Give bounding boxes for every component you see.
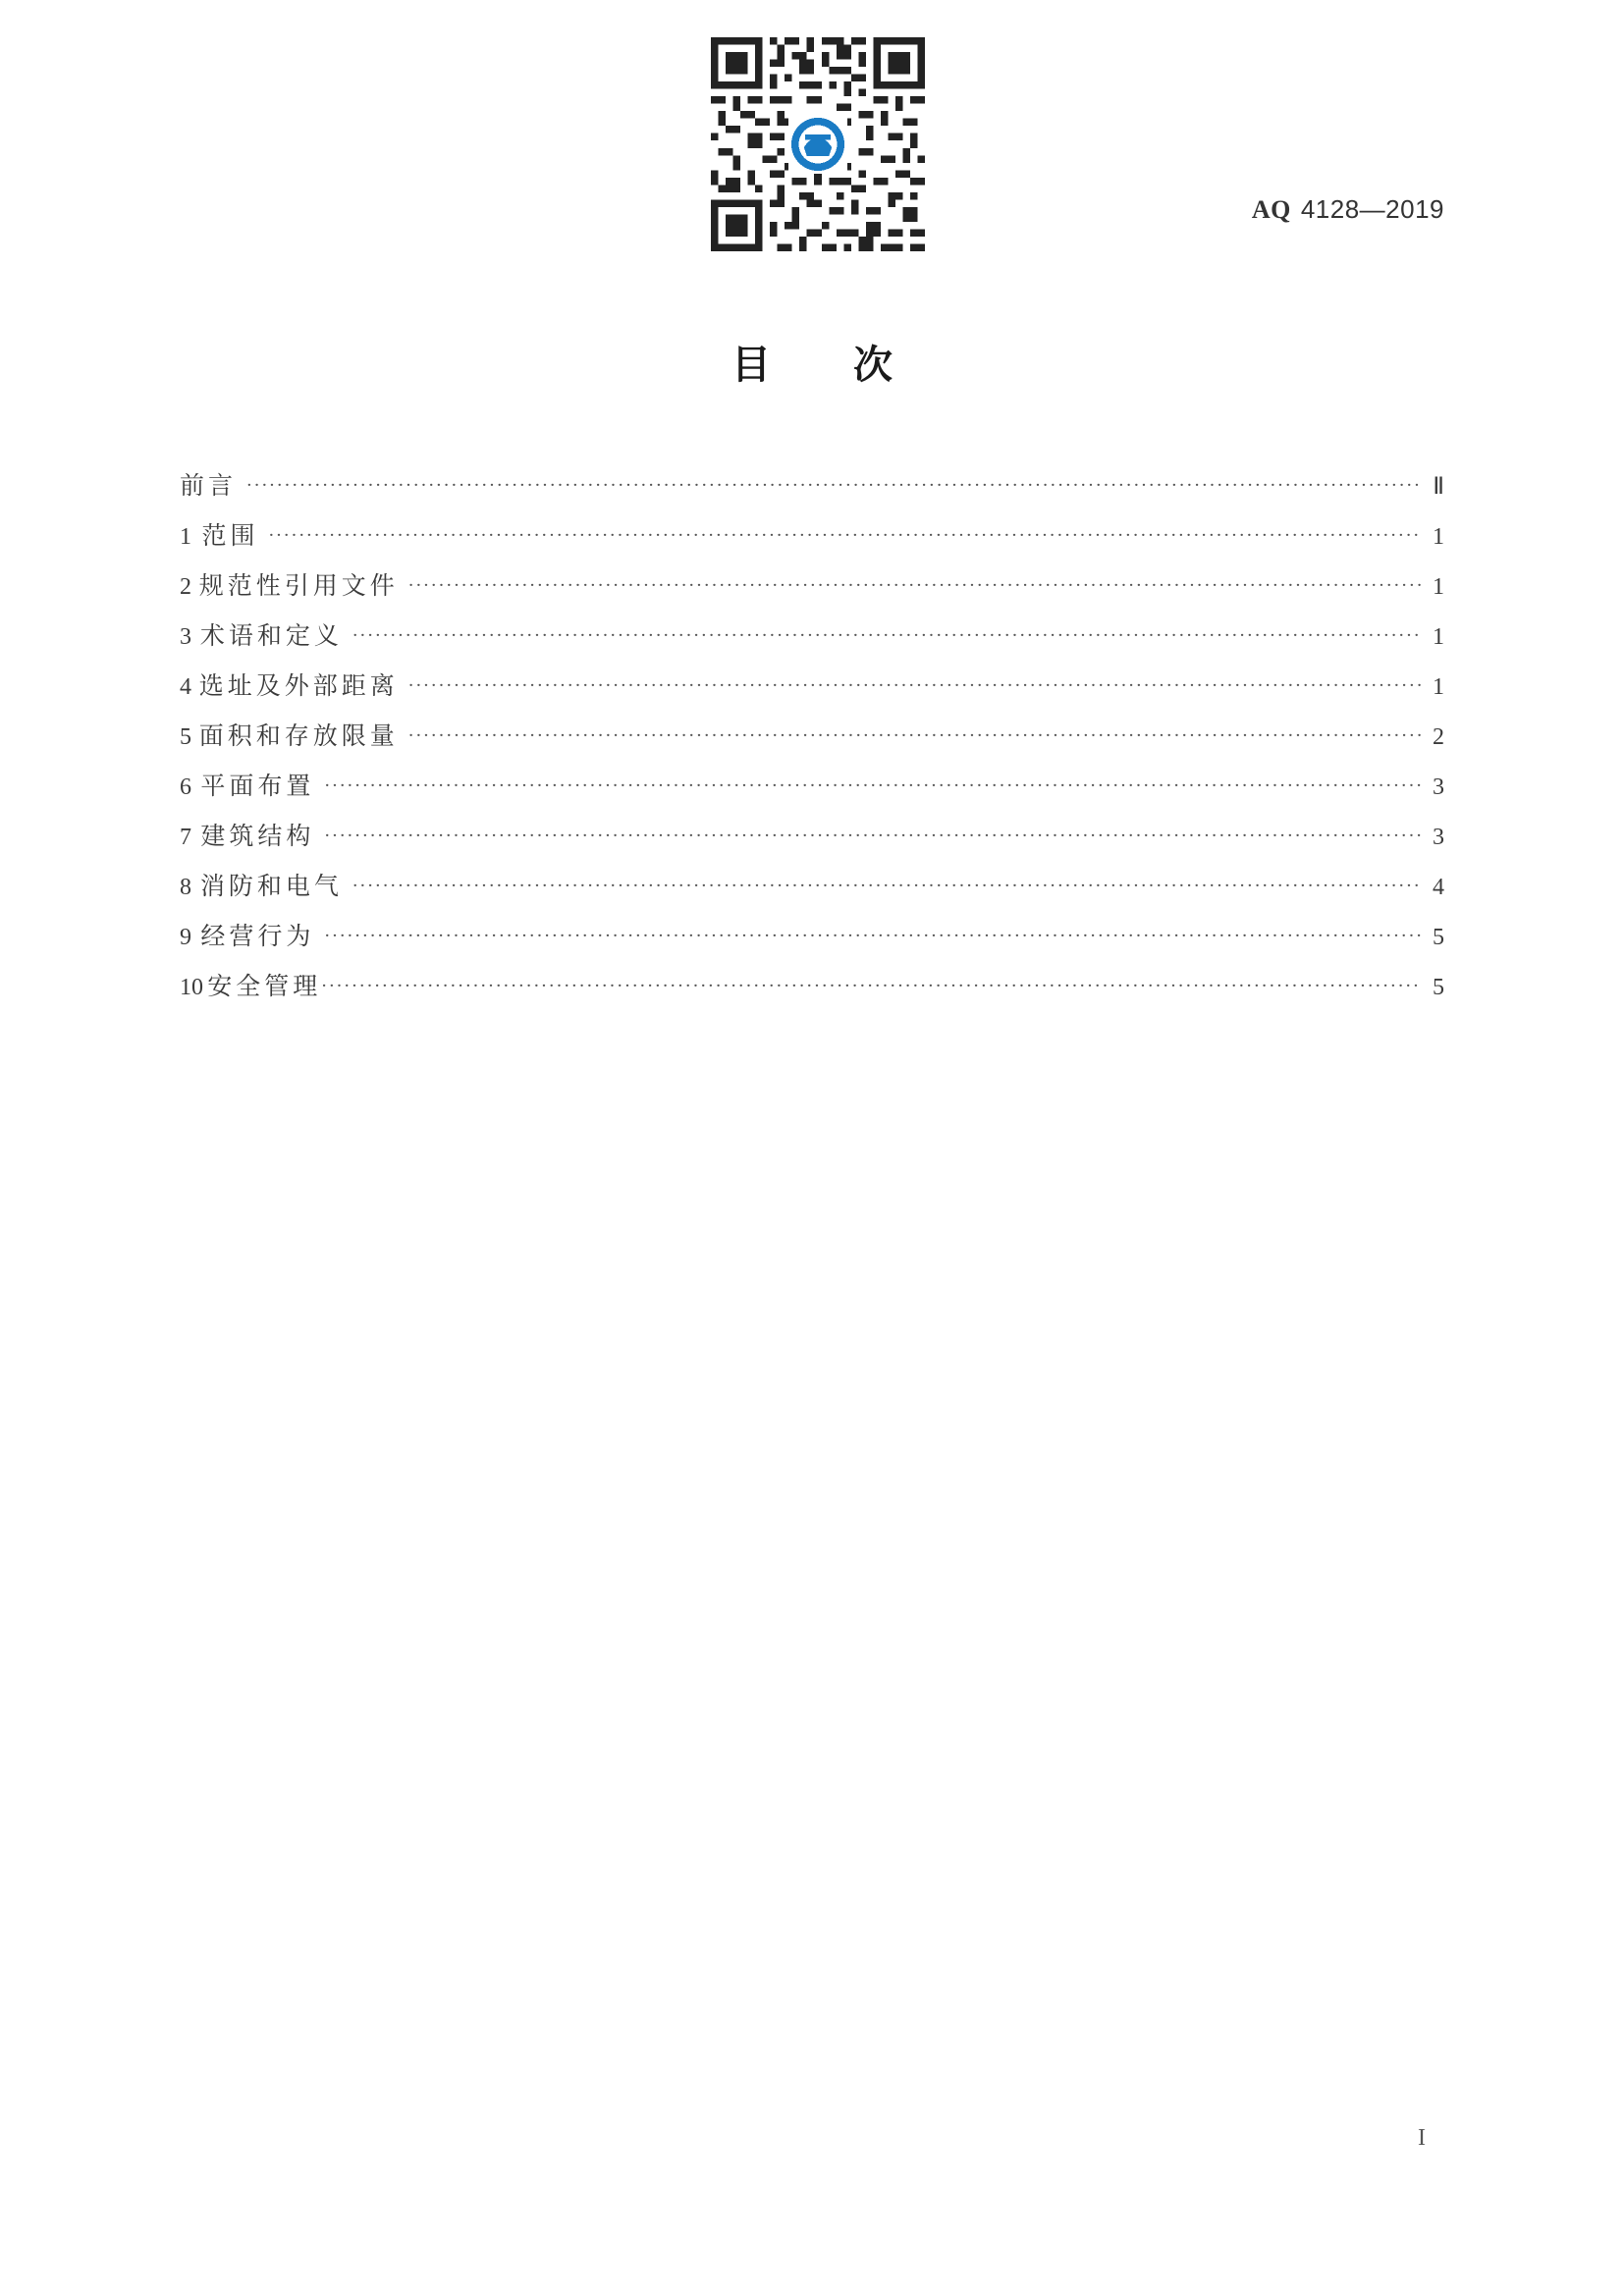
toc-entry-foreword[interactable] — [180, 466, 1444, 516]
toc-entry-label: 前言 — [180, 471, 238, 500]
toc-entry-number: 7 — [180, 825, 191, 850]
dot-leader — [324, 826, 1421, 846]
toc-entry-page: 1 — [1433, 674, 1444, 700]
dot-leader — [408, 575, 1421, 596]
toc-entry-label: 选址及外部距离 — [198, 671, 399, 700]
toc-entry-label: 建筑结构 — [200, 822, 315, 850]
toc-entry-label: 消防和电气 — [199, 872, 343, 900]
toc-entry-page: 1 — [1433, 524, 1444, 550]
toc-entry-page: 1 — [1433, 624, 1444, 650]
toc-entry-9[interactable] — [180, 917, 1444, 967]
toc-entry-number: 2 — [180, 574, 191, 600]
toc-entry-number: 10 — [180, 975, 203, 1000]
toc-entry-number: 3 — [180, 624, 191, 650]
toc-entry-label: 面积和存放限量 — [198, 721, 399, 750]
dot-leader — [268, 525, 1421, 546]
toc-entry-label: 平面布置 — [200, 772, 315, 800]
table-of-contents — [180, 466, 1444, 1017]
toc-entry-label: 经营行为 — [200, 922, 315, 950]
toc-entry-number: 8 — [180, 875, 191, 900]
dot-leader — [321, 976, 1421, 996]
standard-number: 4128—2019 — [1300, 194, 1444, 224]
toc-entry-number: 5 — [180, 724, 191, 750]
toc-entry-number: 6 — [180, 774, 191, 800]
dot-leader — [408, 725, 1421, 746]
toc-entry-page: 3 — [1433, 825, 1444, 850]
dot-leader — [324, 926, 1421, 946]
toc-entry-3[interactable] — [180, 616, 1444, 667]
toc-entry-4[interactable] — [180, 667, 1444, 717]
toc-entry-number: 4 — [180, 674, 191, 700]
toc-entry-2[interactable] — [180, 566, 1444, 616]
toc-entry-label: 规范性引用文件 — [198, 571, 399, 600]
toc-entry-number: 9 — [180, 925, 191, 950]
toc-entry-number: 1 — [180, 524, 191, 550]
standard-prefix: AQ — [1251, 195, 1291, 224]
dot-leader — [352, 625, 1421, 646]
dot-leader — [352, 876, 1421, 896]
standard-code — [1252, 194, 1444, 225]
dot-leader — [324, 775, 1421, 796]
dot-leader — [246, 475, 1421, 496]
toc-entry-6[interactable] — [180, 767, 1444, 817]
toc-entry-label: 安全管理 — [207, 972, 322, 1000]
page-title: 目次 — [731, 343, 975, 388]
toc-entry-page: 5 — [1433, 925, 1444, 950]
toc-entry-5[interactable] — [180, 717, 1444, 767]
toc-entry-page: 2 — [1433, 724, 1444, 750]
page-number: I — [1418, 2125, 1426, 2151]
toc-entry-1[interactable] — [180, 516, 1444, 566]
toc-entry-10[interactable] — [180, 967, 1444, 1017]
toc-entry-page: 4 — [1433, 875, 1444, 900]
toc-entry-7[interactable] — [180, 817, 1444, 867]
toc-entry-label: 范围 — [201, 521, 259, 550]
toc-entry-label: 术语和定义 — [199, 621, 343, 650]
toc-entry-page: 3 — [1433, 774, 1444, 800]
dot-leader — [408, 675, 1421, 696]
toc-entry-page: Ⅱ — [1433, 474, 1444, 500]
toc-entry-page: 1 — [1433, 574, 1444, 600]
toc-entry-page: 5 — [1433, 975, 1444, 1000]
toc-entry-8[interactable] — [180, 867, 1444, 917]
qr-code-icon — [711, 37, 925, 251]
